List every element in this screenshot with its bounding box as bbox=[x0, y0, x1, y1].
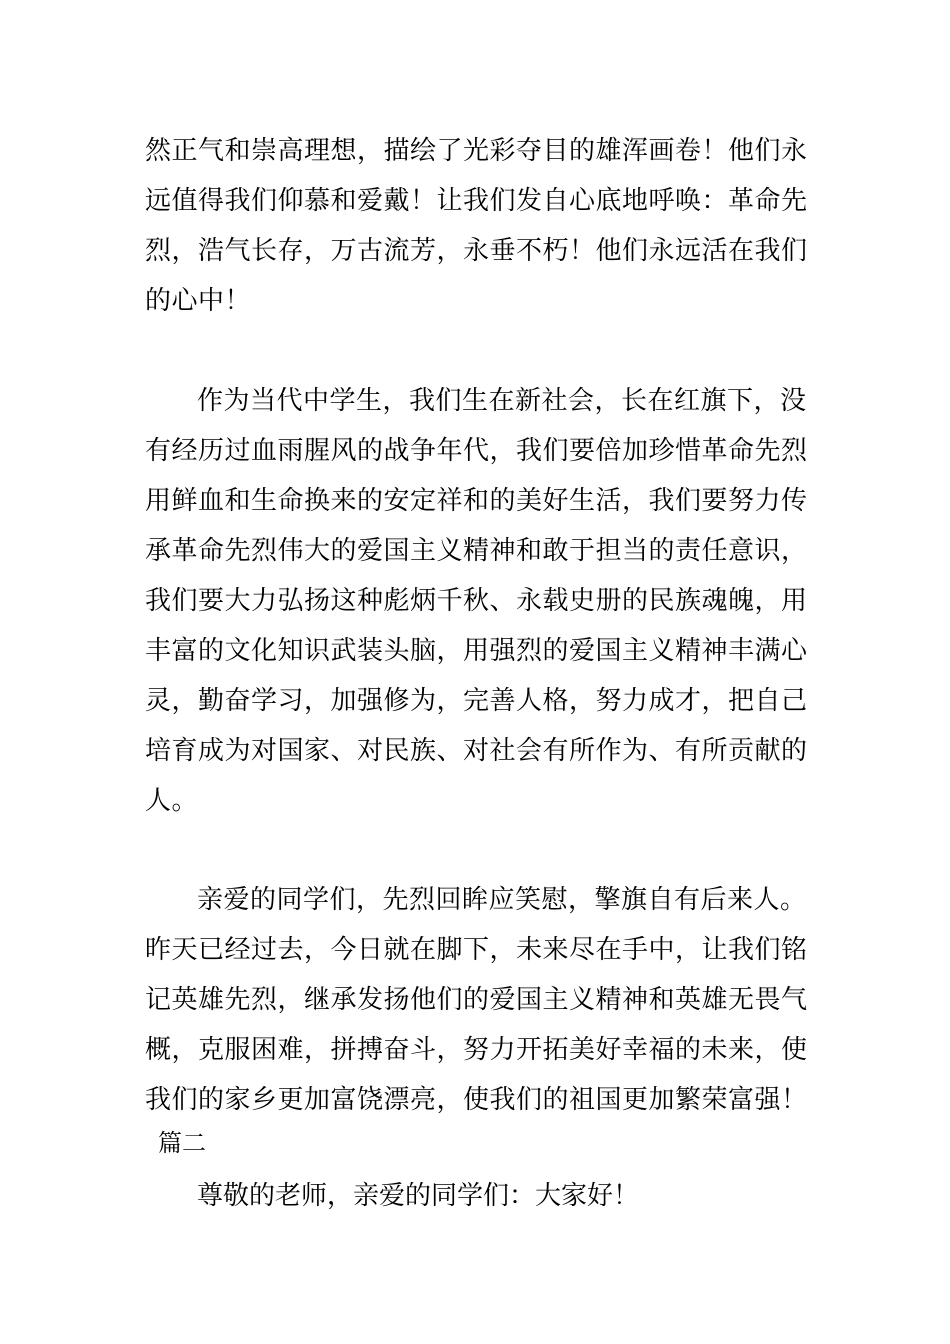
paragraph-student-duty: 作为当代中学生，我们生在新社会，长在红旗下，没有经历过血雨腥风的战争年代，我们要倍加珍惜革命先烈用鲜血和生命换来的安定祥和的美好生活，我们要努力传承革命先烈伟大的爱国主义精神和敢于担当的责任意识，我们要大力弘扬这种彪炳千秋、永载史册的民族魂魄，用丰富的文化知识武装头脑，用强烈的爱国主义精神丰满心灵，勤奋学习，加强修为，完善人格，努力成才，把自己培育成为对国家、对民族、对社会有所作为、有所贡献的人。 bbox=[145, 386, 808, 816]
greeting-line: 尊敬的老师，亲爱的同学们：大家好！ bbox=[197, 1181, 640, 1211]
paragraph-closing: 亲爱的同学们，先烈回眸应笑慰，擎旗自有后来人。昨天已经过去，今日就在脚下，未来尽在手中，让我们铭记英雄先烈，继承发扬他们的爱国主义精神和英雄无畏气概，克服困难，拼搏奋斗，努力开拓美好幸福的未来，使我们的家乡更加富饶漂亮，使我们的祖国更加繁荣富强！ bbox=[145, 885, 808, 1115]
section-label: 篇二 bbox=[158, 1129, 206, 1157]
paragraph-continuation: 然正气和崇高理想，描绘了光彩夺目的雄浑画卷！他们永远值得我们仰慕和爱戴！让我们发自心底地呼唤：革命先烈，浩气长存，万古流芳，永垂不朽！他们永远活在我们的心中！ bbox=[145, 136, 808, 316]
